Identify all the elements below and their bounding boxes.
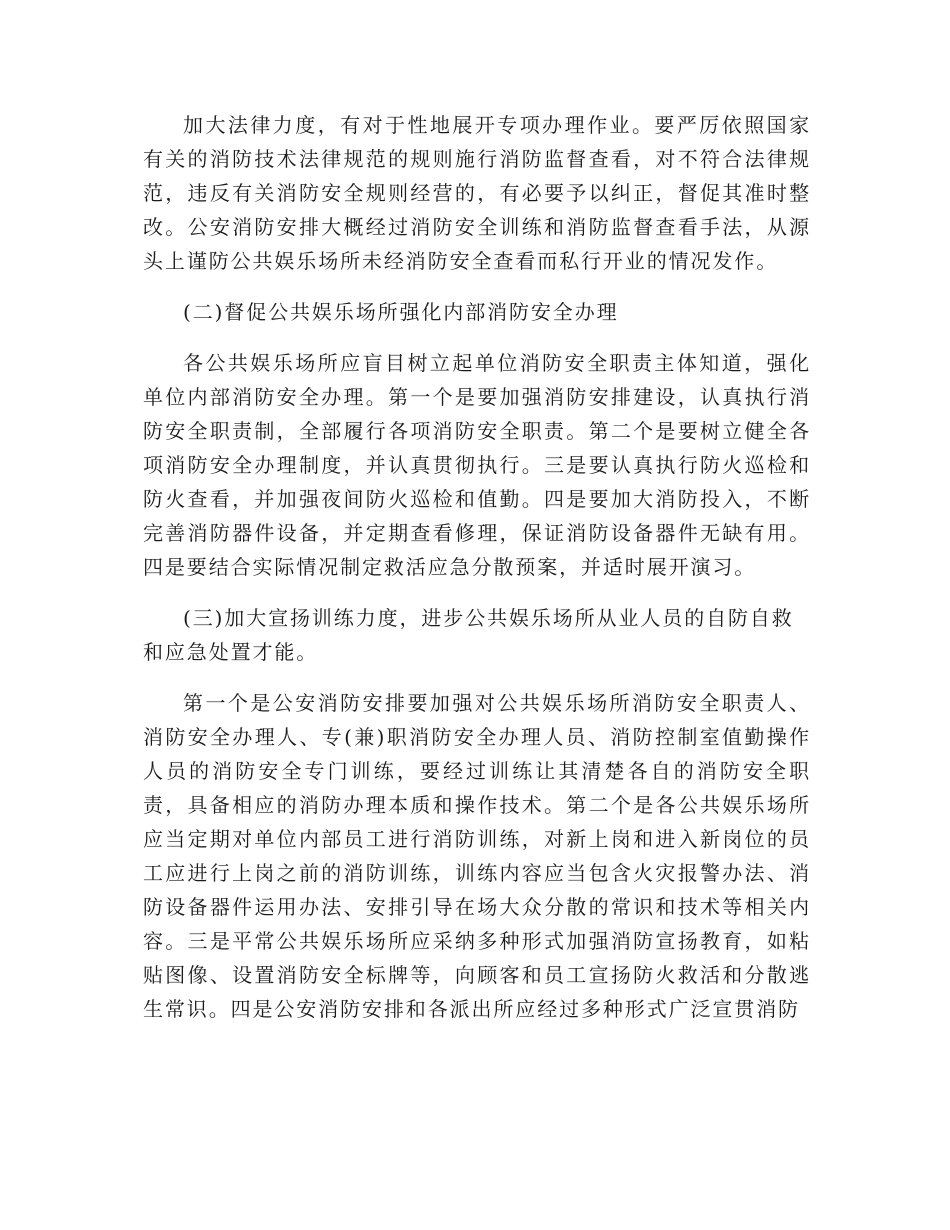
section-heading-internal-management: (二)督促公共娱乐场所强化内部消防安全办理 — [183, 300, 619, 324]
paragraph-internal-management: 各公共娱乐场所应盲目树立起单位消防安全职责主体知道，强化单位内部消防安全办理。第一个是要加强消防安排建设，认真执行消防安全职责制，全部履行各项消防安全职责。第二个是要树立健全各项消防安全办理制度，并认真贯彻执行。三是要认真执行防火巡检和防火查看，并加强夜间防火巡检和值勤。四是要加大消防投入，不断完善消防器件设备，并定期查看修理，保证消防设备器件无缺有用。四是要结合实际情况制定救活应急分散预案，并适时展开演习。 — [143, 351, 811, 579]
section-heading-training: (三)加大宣扬训练力度，进步公共娱乐场所从业人员的自防自救和应急处置才能。 — [143, 606, 794, 664]
paragraph-training: 第一个是公安消防安排要加强对公共娱乐场所消防安全职责人、消防安全办理人、专(兼)职消防安全办理人员、消防控制室值勤操作人员的消防安全专门训练，要经过训练让其清楚各自的消防安全职责，具备相应的消防办理本质和操作技术。第二个是各公共娱乐场所应当定期对单位内部员工进行消防训练，对新上岗和进入新岗位的员工应进行上岗之前的消防训练，训练内容应当包含火灾报警办法、消防设备器件运用办法、安排引导在场大众分散的常识和技术等相关内容。三是平常公共娱乐场所应采纳多种形式加强消防宣扬教育，如粘贴图像、设置消防安全标牌等，向顾客和员工宣扬防火救活和分散逃生常识。四是公安消防安排和各派出所应经过多种形式广泛宣贯消防 — [143, 691, 811, 1021]
paragraph-law-enforcement: 加大法律力度，有对于性地展开专项办理作业。要严厉依照国家有关的消防技术法律规范的规则施行消防监督查看，对不符合法律规范，违反有关消防安全规则经营的，有必要予以纠正，督促其准时整改。公安消防安排大概经过消防安全训练和消防监督查看手法，从源头上谨防公共娱乐场所未经消防安全查看而私行开业的情况发作。 — [143, 113, 811, 273]
document-body — [143, 108, 811, 1043]
